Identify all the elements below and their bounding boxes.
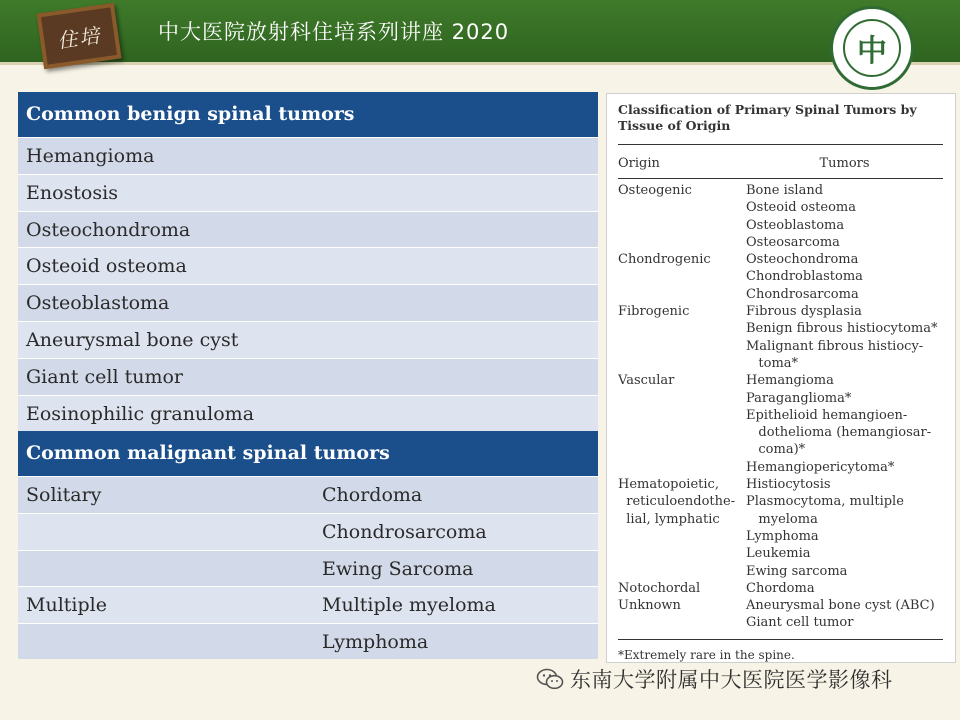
watermark — [536, 664, 893, 694]
benign-tumor-name: Osteoblastoma — [26, 292, 170, 315]
benign-row — [18, 174, 598, 211]
malignant-tumor-name: Ewing Sarcoma — [322, 557, 474, 580]
tumor-item: Osteoid osteoma — [746, 200, 857, 216]
malignant-tumor-name: Lymphoma — [322, 630, 429, 653]
tumor-item: Osteochondroma — [746, 252, 859, 268]
benign-tumor-name: Osteoid osteoma — [26, 255, 187, 278]
tumor-item: Plasmocytoma, multiple myeloma — [746, 494, 904, 527]
badge-logo — [36, 3, 121, 69]
spinal-tumor-table — [18, 92, 598, 659]
hospital-seal-logo — [830, 6, 914, 90]
benign-row — [18, 358, 598, 395]
tumor-item: Histiocytosis — [746, 477, 831, 493]
tumor-item: Giant cell tumor — [746, 615, 854, 631]
benign-tumor-name: Giant cell tumor — [26, 365, 183, 388]
origin-group — [618, 372, 943, 476]
tumor-item: Chordoma — [746, 580, 815, 596]
classification-body — [618, 179, 943, 632]
malignant-category — [18, 514, 314, 550]
tumor-item: Osteosarcoma — [746, 234, 840, 250]
origin-group — [618, 251, 943, 303]
malignant-category: Multiple — [26, 594, 107, 617]
tumor-item: Fibrous dysplasia — [746, 304, 862, 320]
tumor-item: Chondrosarcoma — [746, 286, 859, 302]
malignant-tumor-name: Chondrosarcoma — [322, 520, 487, 543]
tumor-item: Malignant fibrous histiocy- toma* — [746, 338, 924, 371]
origin-group — [618, 597, 943, 632]
header-bar — [0, 0, 960, 65]
tumor-list — [746, 580, 943, 597]
origin-group — [618, 580, 943, 597]
origin-label: Notochordal — [618, 580, 701, 596]
benign-row — [18, 395, 598, 432]
malignant-tumor-name: Multiple myeloma — [322, 594, 496, 617]
origin-label: Hematopoietic, reticuloendothe- lial, lymphatic — [618, 477, 736, 527]
tumor-item: Benign fibrous histiocytoma* — [746, 321, 938, 337]
origin-label: Chondrogenic — [618, 252, 711, 268]
wechat-icon — [536, 668, 564, 690]
benign-heading: Common benign spinal tumors — [18, 92, 598, 137]
classification-header — [618, 145, 943, 178]
origin-group — [618, 476, 943, 580]
malignant-row — [18, 476, 598, 513]
origin-label: Unknown — [618, 598, 681, 614]
tumor-item: Lymphoma — [746, 528, 819, 544]
tumor-item: Bone island — [746, 183, 824, 198]
tumor-item: Ewing sarcoma — [746, 563, 848, 579]
malignant-tumor-name: Chordoma — [322, 484, 423, 507]
malignant-row — [18, 586, 598, 623]
benign-tumor-name: Hemangioma — [26, 145, 155, 167]
tumor-list — [746, 372, 943, 476]
tumor-list — [746, 182, 943, 251]
benign-list — [18, 137, 598, 431]
malignant-category: Solitary — [26, 484, 102, 507]
benign-row — [18, 321, 598, 358]
origin-group — [618, 303, 943, 372]
malignant-row — [18, 513, 598, 550]
tumor-item: Hemangiopericytoma* — [746, 459, 895, 475]
page-title: 中大医院放射科住培系列讲座 2020 — [158, 20, 510, 44]
seal-char: 中 — [857, 34, 887, 69]
tumors-column-header: Tumors — [819, 156, 870, 171]
badge-text: 住培 — [55, 22, 103, 53]
tumor-list — [746, 476, 943, 580]
tumor-item: Osteoblastoma — [746, 217, 845, 233]
benign-row — [18, 284, 598, 321]
tumor-list — [746, 251, 943, 303]
tumor-item: Hemangioma — [746, 373, 834, 389]
malignant-row — [18, 623, 598, 660]
origin-label: Osteogenic — [618, 183, 692, 198]
benign-tumor-name: Enostosis — [26, 181, 118, 204]
classification-title: Classification of Primary Spinal Tumors by Tissue of Origin — [618, 102, 917, 133]
malignant-heading: Common malignant spinal tumors — [18, 431, 598, 476]
tumor-item: Leukemia — [746, 546, 811, 562]
seal-inner-ring — [843, 19, 901, 77]
tumor-item: Aneurysmal bone cyst (ABC) — [746, 598, 935, 614]
tumor-item: Chondroblastoma — [746, 269, 863, 285]
benign-row — [18, 211, 598, 248]
tumor-item: Paraganglioma* — [746, 390, 852, 406]
malignant-category — [18, 551, 314, 587]
benign-tumor-name: Aneurysmal bone cyst — [26, 328, 239, 351]
origin-column-header: Origin — [618, 156, 660, 171]
origin-label: Fibrogenic — [618, 304, 690, 320]
tumor-list — [746, 597, 943, 632]
benign-row — [18, 247, 598, 284]
benign-row — [18, 137, 598, 174]
origin-label: Vascular — [618, 373, 675, 389]
tumor-item: Epithelioid hemangioen- dothelioma (hemangiosar- coma)* — [746, 407, 932, 458]
tumor-list — [746, 303, 943, 372]
footnote: *Extremely rare in the spine. — [618, 647, 795, 662]
origin-group — [618, 182, 943, 251]
benign-tumor-name: Osteochondroma — [26, 218, 191, 241]
benign-tumor-name: Eosinophilic granuloma — [26, 402, 255, 425]
watermark-text: 东南大学附属中大医院医学影像科 — [570, 668, 893, 692]
malignant-list — [18, 476, 598, 659]
malignant-row — [18, 550, 598, 587]
classification-table — [606, 93, 956, 663]
malignant-category — [18, 624, 314, 660]
